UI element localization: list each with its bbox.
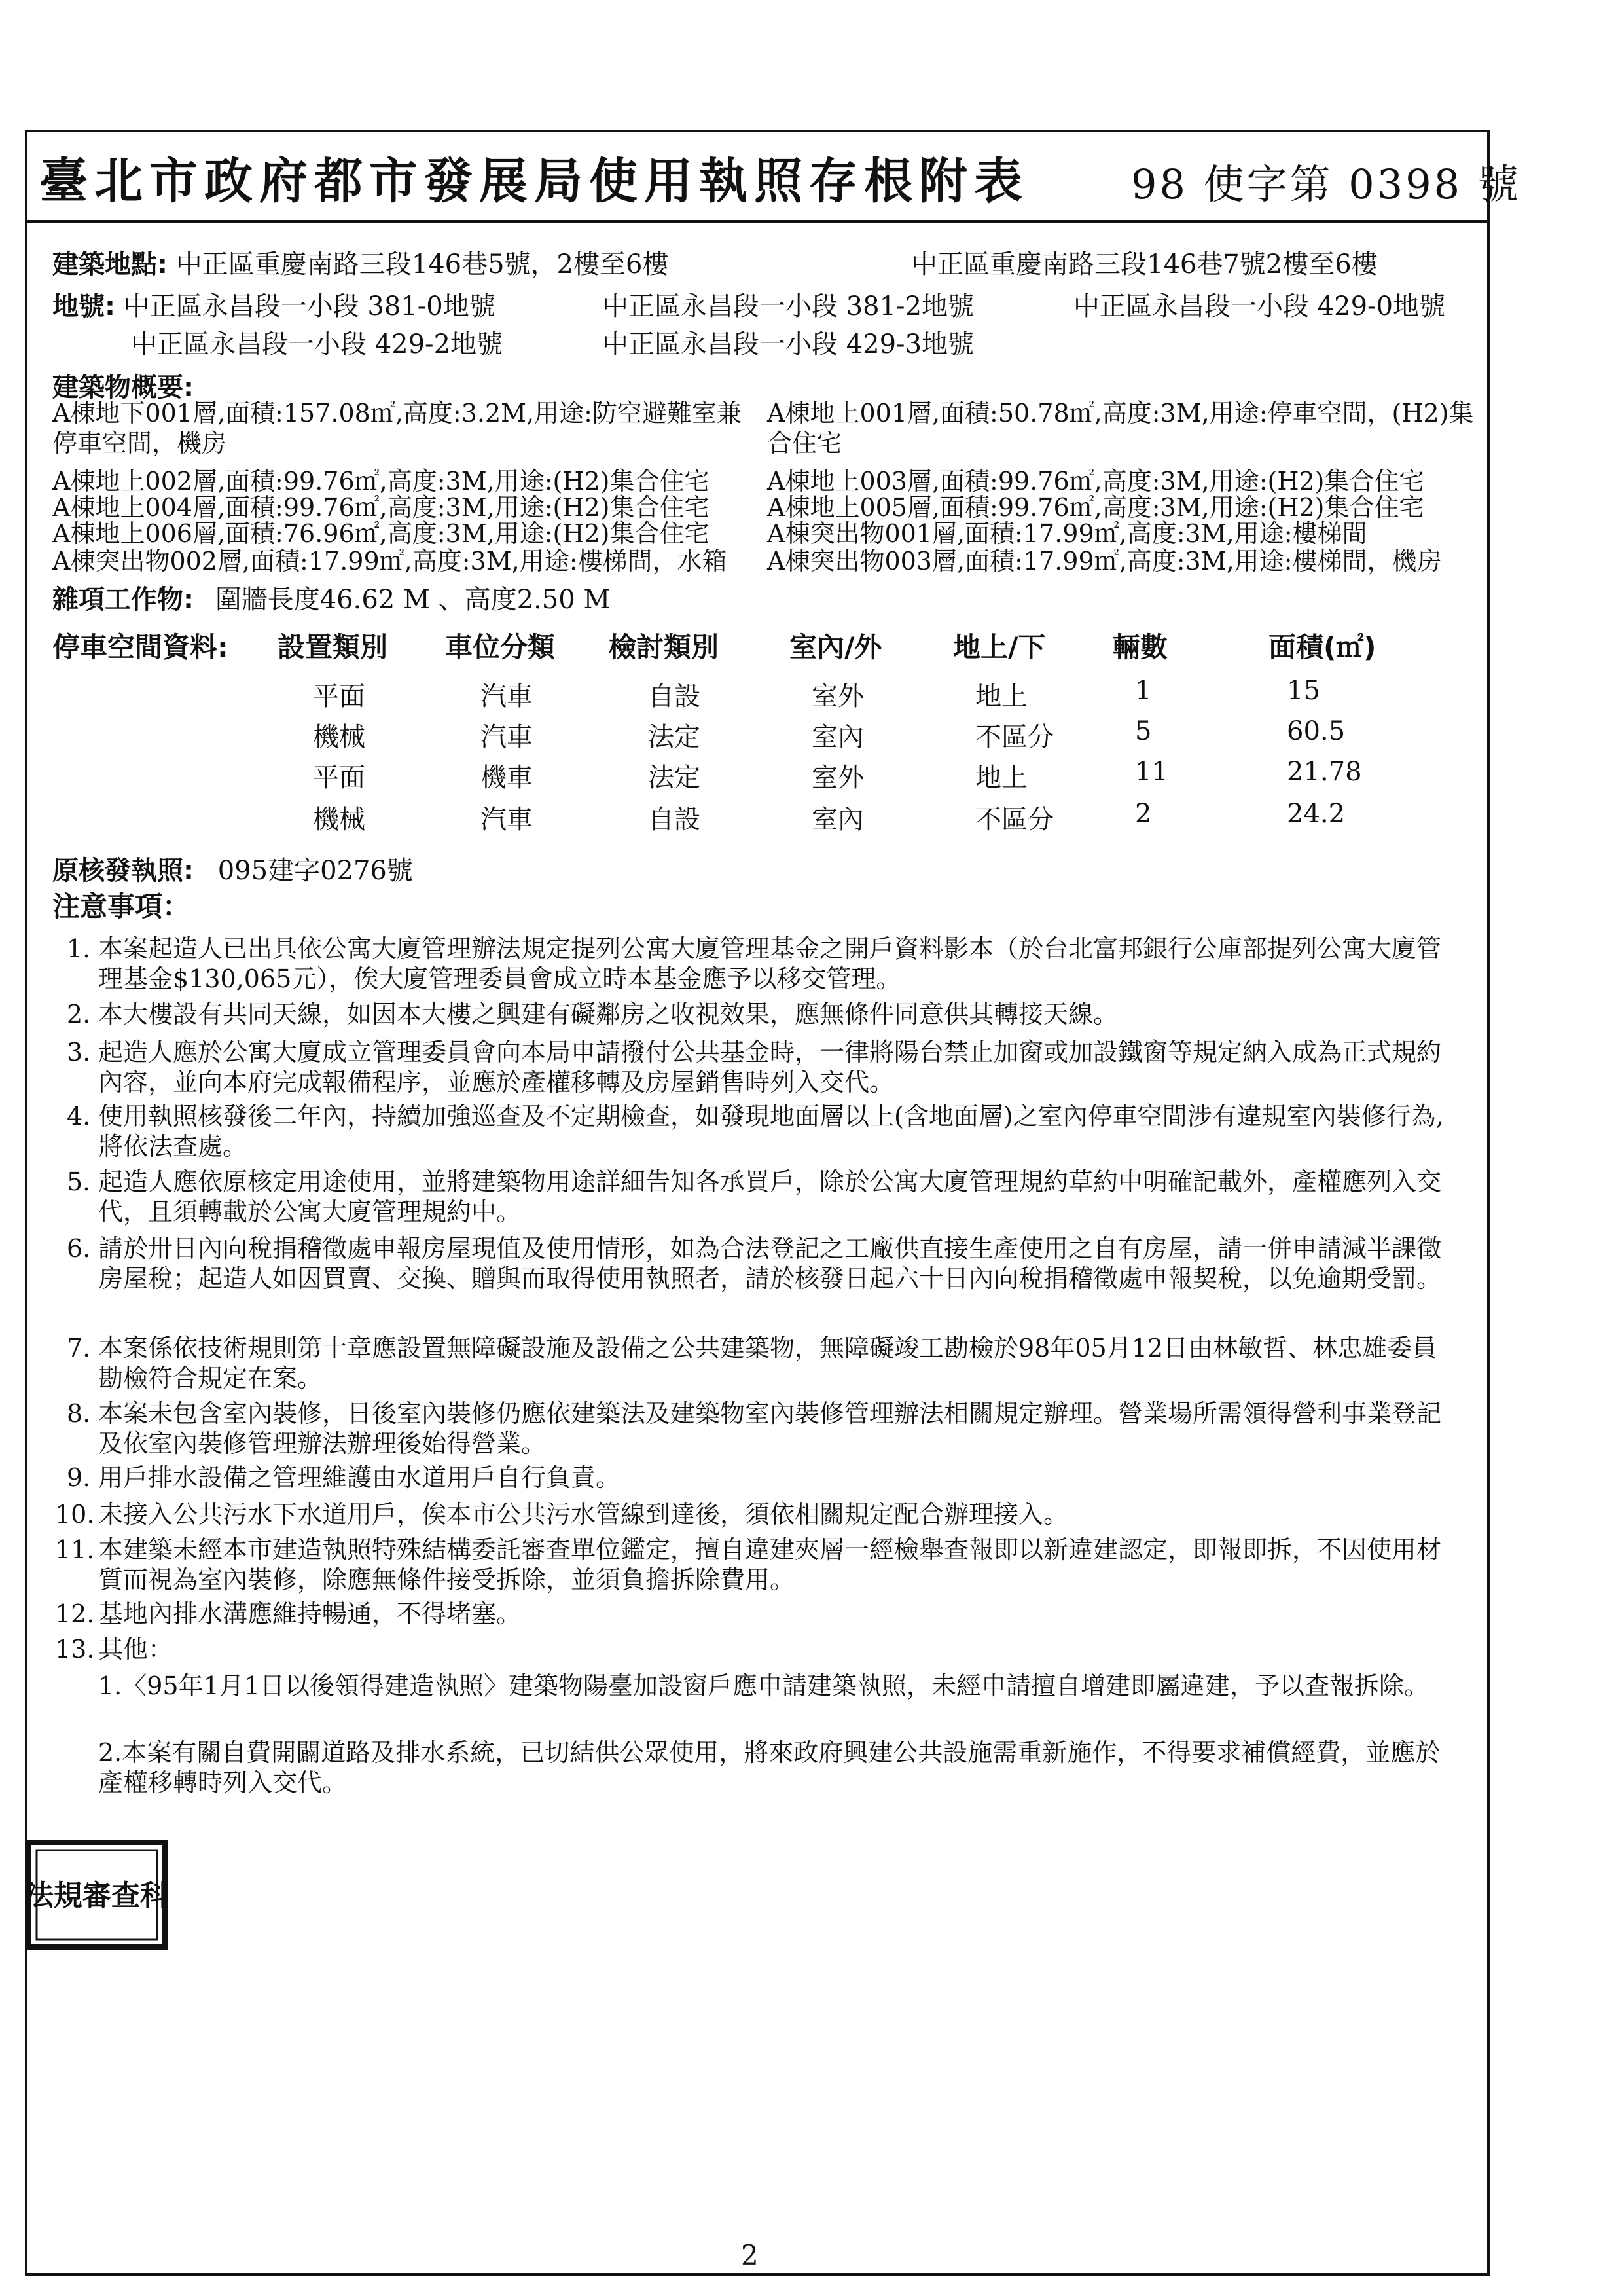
note-text: 本大樓設有共同天線，如因本大樓之興建有礙鄰房之收視效果，應無條件同意供其轉接天線。	[98, 1000, 1119, 1029]
parking-cell: 自設	[648, 805, 700, 835]
overview-left-item: A棟地上006層,面積:76.96㎡,高度:3M,用途:(H2)集合住宅	[52, 519, 710, 548]
note-number: 7.	[67, 1334, 91, 1362]
document-title: 臺北市政府都市發展局使用執照存根附表	[39, 153, 1029, 210]
parking-cell: 汽車	[480, 682, 533, 712]
parking-cell: 24.2	[1287, 799, 1346, 829]
note-text: 本案係依技術規則第十章應設置無障礙設施及設備之公共建築物，無障礙竣工勘檢於98年05月12日由林敏哲、林忠雄委員勘檢符合規定在案。	[98, 1334, 1437, 1393]
permit-number: 98 使字第 0398 號	[1131, 160, 1521, 208]
parking-header: 面積(㎡)	[1268, 631, 1376, 663]
page-number: 2	[741, 2239, 759, 2271]
parking-cell: 法定	[648, 763, 700, 793]
parking-cell: 不區分	[975, 805, 1054, 835]
notes-label: 注意事項：	[52, 890, 190, 922]
overview-left-item: A棟突出物002層,面積:17.99㎡,高度:3M,用途:樓梯間，水箱	[52, 547, 727, 575]
parking-cell: 機械	[313, 722, 365, 752]
note-text: 使用執照核發後二年內，持續加強巡查及不定期檢查，如發現地面層以上(含地面層)之室內停車空間涉有違規室內裝修行為,將依法查處。	[98, 1102, 1444, 1161]
original-permit-label: 原核發執照:	[52, 856, 194, 886]
note-sub-item: 2.本案有關自費開闢道路及排水系統，已切結供公眾使用，將來政府興建公共設施需重新施作，不得要求補償經費，並應於產權移轉時列入交代。	[98, 1738, 1441, 1797]
overview-left-item: A棟地上002層,面積:99.76㎡,高度:3M,用途:(H2)集合住宅	[52, 467, 710, 496]
note-number: 12.	[55, 1599, 95, 1628]
parking-cell: 機車	[480, 763, 533, 793]
parking-cell: 室外	[812, 763, 864, 793]
note-number: 9.	[67, 1463, 91, 1492]
overview-right-item: A棟地上005層,面積:99.76㎡,高度:3M,用途:(H2)集合住宅	[767, 493, 1424, 522]
parking-cell: 21.78	[1287, 757, 1362, 787]
lot-item: 中正區永昌段一小段 429-0地號	[1073, 291, 1446, 321]
note-number: 3.	[67, 1038, 91, 1066]
lot-item: 中正區永昌段一小段 429-2地號	[131, 329, 503, 359]
overview-label: 建築物概要:	[52, 373, 194, 403]
overview-left-item: A棟地上004層,面積:99.76㎡,高度:3M,用途:(H2)集合住宅	[52, 493, 710, 522]
parking-header: 設置類別	[278, 631, 388, 663]
seal-text: 法規審查科	[26, 1879, 168, 1912]
parking-cell: 平面	[313, 682, 365, 712]
note-text: 基地內排水溝應維持暢通，不得堵塞。	[98, 1599, 522, 1628]
note-text: 請於卅日內向稅捐稽徵處申報房屋現值及使用情形，如為合法登記之工廠供直接生產使用之自有房屋，請一併申請減半課徵房屋稅；起造人如因買賣、交換、贈與而取得使用執照者，請於核發日起六十日內向稅捐稽徵處申報契稅，以免逾期受罰。	[98, 1234, 1442, 1293]
parking-header: 輛數	[1113, 631, 1168, 663]
lots-row	[52, 285, 495, 323]
overview-left-item: A棟地下001層,面積:157.08㎡,高度:3.2M,用途:防空避難室兼停車空間，機房	[52, 399, 742, 458]
parking-header: 車位分類	[445, 631, 556, 663]
parking-cell: 機械	[313, 805, 365, 835]
note-text: 本案未包含室內裝修，日後室內裝修仍應依建築法及建築物室內裝修管理辦法相關規定辦理。營業場所需領得營利事業登記及依室內裝修管理辦法辦理後始得營業。	[98, 1399, 1442, 1458]
misc-row	[52, 579, 610, 616]
parking-header: 室內/外	[789, 631, 882, 663]
note-number: 6.	[67, 1234, 91, 1263]
lot-item: 中正區永昌段一小段 381-0地號	[123, 291, 495, 321]
parking-cell: 汽車	[480, 722, 533, 752]
note-number: 1.	[67, 934, 91, 963]
official-seal	[26, 1840, 168, 1950]
address-value-1: 中正區重慶南路三段146巷5號，2樓至6樓	[175, 249, 669, 280]
lots-label: 地號:	[52, 291, 115, 321]
note-sub-item: 1.〈95年1月1日以後領得建造執照〉建築物陽臺加設窗戶應申請建築執照，未經申請擅自增建即屬違建，予以查報拆除。	[98, 1671, 1429, 1700]
parking-cell: 15	[1287, 676, 1320, 706]
original-permit-value: 095建字0276號	[217, 856, 413, 886]
overview-right-item: A棟地上003層,面積:99.76㎡,高度:3M,用途:(H2)集合住宅	[767, 467, 1424, 496]
parking-cell: 11	[1135, 757, 1168, 787]
parking-cell: 地上	[975, 763, 1028, 793]
lot-item: 中正區永昌段一小段 429-3地號	[602, 329, 975, 359]
original-permit-row	[52, 850, 413, 887]
parking-cell: 室外	[812, 682, 864, 712]
note-number: 8.	[67, 1399, 91, 1428]
parking-cell: 自設	[648, 682, 700, 712]
note-number: 10.	[55, 1500, 95, 1529]
parking-header: 檢討類別	[609, 631, 719, 663]
overview-right-item: A棟突出物003層,面積:17.99㎡,高度:3M,用途:樓梯間，機房	[767, 547, 1442, 575]
parking-cell: 室內	[812, 722, 864, 752]
note-text: 起造人應依原核定用途使用，並將建築物用途詳細告知各承買戶，除於公寓大廈管理規約草約中明確記載外，產權應列入交代，且須轉載於公寓大廈管理規約中。	[98, 1167, 1442, 1226]
parking-cell: 5	[1135, 716, 1152, 746]
parking-cell: 2	[1135, 799, 1152, 829]
address-row	[52, 244, 668, 281]
parking-cell: 平面	[313, 763, 365, 793]
parking-cell: 1	[1135, 676, 1152, 706]
parking-cell: 不區分	[975, 722, 1054, 752]
parking-cell: 法定	[648, 722, 700, 752]
note-number: 11.	[55, 1535, 95, 1564]
address-label: 建築地點:	[52, 249, 168, 280]
note-text: 未接入公共污水下水道用戶，俟本市公共污水管線到達後，須依相關規定配合辦理接入。	[98, 1500, 1069, 1529]
note-text: 起造人應於公寓大廈成立管理委員會向本局申請撥付公共基金時，一律將陽台禁止加窗或加設鐵窗等規定納入成為正式規約內容，並向本府完成報備程序，並應於產權移轉及房屋銷售時列入交代。	[98, 1038, 1442, 1097]
note-text: 本建築未經本市建造執照特殊結構委託審查單位鑑定，擅自違建夾層一經檢舉查報即以新違建認定，即報即拆，不因使用材質而視為室內裝修，除應無條件接受拆除，並須負擔拆除費用。	[98, 1535, 1442, 1594]
note-text: 本案起造人已出具依公寓大廈管理辦法規定提列公寓大廈管理基金之開戶資料影本（於台北富邦銀行公庫部提列公寓大廈管理基金$130,065元），俟大廈管理委員會成立時本基金應予以移交管理。	[98, 934, 1442, 993]
parking-header: 地上/下	[953, 631, 1046, 663]
lot-item: 中正區永昌段一小段 381-2地號	[602, 291, 975, 321]
note-text: 其他：	[98, 1635, 173, 1664]
address-value-2: 中正區重慶南路三段146巷7號2樓至6樓	[911, 249, 1378, 280]
parking-cell: 汽車	[480, 805, 533, 835]
parking-cell: 室內	[812, 805, 864, 835]
note-number: 2.	[67, 1000, 91, 1029]
note-number: 4.	[67, 1102, 91, 1131]
parking-cell: 60.5	[1287, 716, 1346, 746]
parking-cell: 地上	[975, 682, 1028, 712]
parking-label: 停車空間資料:	[52, 631, 228, 663]
overview-right-item: A棟突出物001層,面積:17.99㎡,高度:3M,用途:樓梯間	[767, 519, 1367, 548]
misc-label: 雜項工作物:	[52, 585, 194, 615]
note-number: 5.	[67, 1167, 91, 1196]
overview-right-item: A棟地上001層,面積:50.78㎡,高度:3M,用途:停車空間，(H2)集合住宅	[767, 399, 1474, 458]
note-text: 用戶排水設備之管理維護由水道用戶自行負責。	[98, 1463, 621, 1492]
note-number: 13.	[55, 1635, 95, 1664]
misc-value: 圍牆長度46.62 M 、高度2.50 M	[215, 585, 611, 615]
